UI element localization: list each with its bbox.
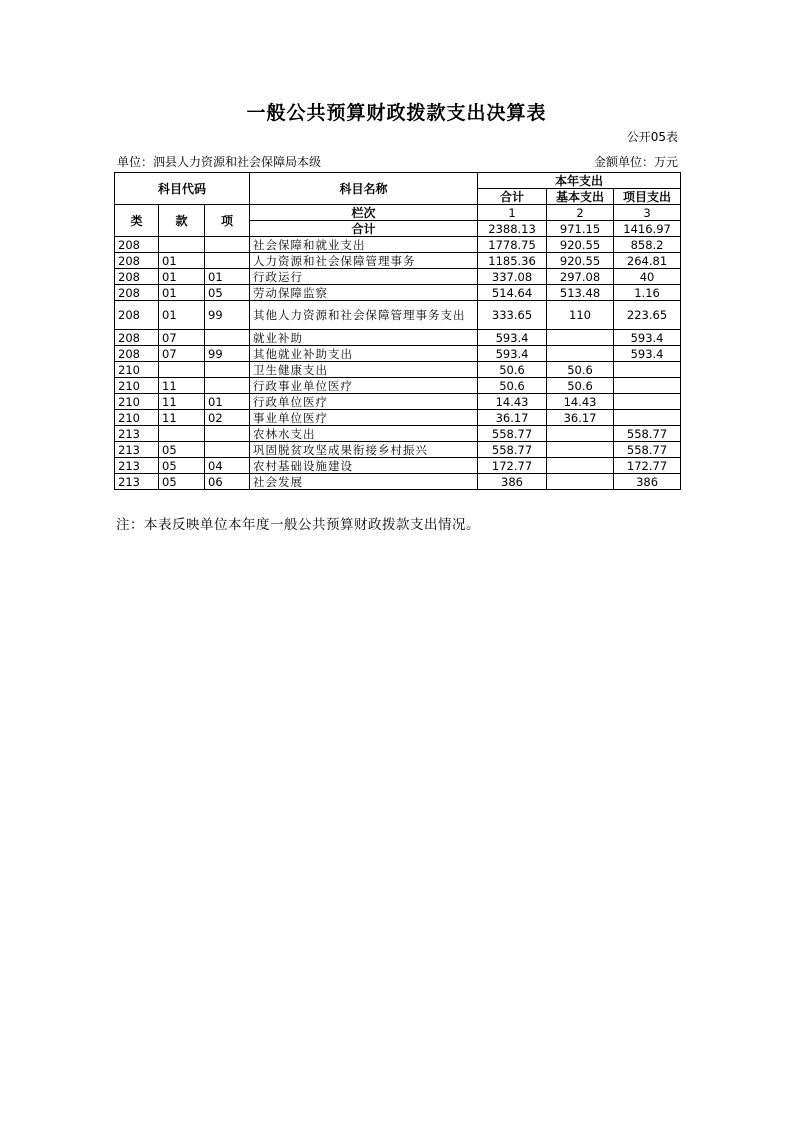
code-group-header: 科目代码 [115,173,250,205]
total-cell: 50.6 [478,378,547,394]
basic-cell [547,474,614,490]
lei-cell: 210 [115,410,159,426]
xiang-cell: 05 [205,285,250,301]
basic-cell: 110 [547,301,614,330]
kuan-cell: 05 [159,458,205,474]
lei-cell: 213 [115,442,159,458]
lei-cell: 208 [115,237,159,253]
table-row [115,394,681,410]
kuan-cell: 01 [159,253,205,269]
kuan-header: 款 [159,205,205,237]
report-title: 一般公共预算财政拨款支出决算表 [246,102,547,124]
kuan-cell: 11 [159,394,205,410]
table-row [115,269,681,285]
item-name-cell: 行政单位医疗 [250,394,478,410]
lei-cell: 208 [115,285,159,301]
xiang-cell [205,442,250,458]
lei-cell: 208 [115,301,159,330]
total-cell: 1778.75 [478,237,547,253]
kuan-cell: 01 [159,269,205,285]
total-cell: 337.08 [478,269,547,285]
money-unit-label: 金额单位：万元 [593,155,678,169]
table-row [115,301,681,330]
kuan-cell: 07 [159,330,205,346]
total-cell: 386 [478,474,547,490]
project-cell [614,378,681,394]
project-cell: 386 [614,474,681,490]
budget-table [114,172,681,490]
table-row [115,410,681,426]
xiang-cell: 01 [205,269,250,285]
kuan-cell: 05 [159,474,205,490]
kuan-cell [159,362,205,378]
basic-cell [547,442,614,458]
project-cell: 40 [614,269,681,285]
table-row [115,378,681,394]
lei-cell: 213 [115,426,159,442]
xiang-cell [205,378,250,394]
footnote: 注：本表反映单位本年度一般公共预算财政拨款支出情况。 [116,517,480,533]
basic-cell: 297.08 [547,269,614,285]
table-row [115,458,681,474]
total-cell: 514.64 [478,285,547,301]
xiang-cell [205,362,250,378]
table-row [115,442,681,458]
kuan-cell: 05 [159,442,205,458]
item-name-cell: 农林水支出 [250,426,478,442]
item-name-cell: 事业单位医疗 [250,410,478,426]
item-name-cell: 农村基础设施建设 [250,458,478,474]
table-row [115,330,681,346]
total-row-project: 1416.97 [614,221,681,237]
item-name-cell: 社会保障和就业支出 [250,237,478,253]
total-cell: 593.4 [478,330,547,346]
kuan-cell: 01 [159,285,205,301]
project-cell: 593.4 [614,330,681,346]
column-number-3: 3 [614,205,681,221]
xiang-cell: 04 [205,458,250,474]
table-row [115,474,681,490]
table-row [115,285,681,301]
total-cell: 558.77 [478,442,547,458]
basic-cell: 50.6 [547,378,614,394]
table-row [115,237,681,253]
xiang-cell: 01 [205,394,250,410]
unit-label: 单位：泗县人力资源和社会保障局本级 [117,155,322,169]
kuan-cell [159,237,205,253]
column-number-2: 2 [547,205,614,221]
item-name-cell: 社会发展 [250,474,478,490]
item-name-cell: 行政运行 [250,269,478,285]
name-column-header: 科目名称 [250,173,478,205]
lei-cell: 210 [115,394,159,410]
project-cell [614,410,681,426]
lanci-header: 栏次 [250,205,478,221]
lei-cell: 208 [115,346,159,362]
lei-cell: 210 [115,378,159,394]
item-name-cell: 其他就业补助支出 [250,346,478,362]
basic-cell [547,330,614,346]
kuan-cell: 11 [159,410,205,426]
total-row-label: 合计 [250,221,478,237]
basic-cell: 36.17 [547,410,614,426]
item-name-cell: 巩固脱贫攻坚成果衔接乡村振兴 [250,442,478,458]
lei-cell: 208 [115,253,159,269]
item-name-cell: 劳动保障监察 [250,285,478,301]
xiang-cell: 02 [205,410,250,426]
lei-cell: 208 [115,269,159,285]
form-number: 公开05表 [626,130,678,144]
project-cell: 1.16 [614,285,681,301]
basic-cell: 513.48 [547,285,614,301]
lei-cell: 210 [115,362,159,378]
basic-cell: 14.43 [547,394,614,410]
xiang-cell: 99 [205,301,250,330]
xiang-cell [205,426,250,442]
xiang-cell [205,253,250,269]
project-column-header: 项目支出 [614,189,681,205]
total-cell: 36.17 [478,410,547,426]
lei-header: 类 [115,205,159,237]
basic-cell [547,426,614,442]
table-row [115,253,681,269]
lei-cell: 213 [115,458,159,474]
project-cell: 593.4 [614,346,681,362]
table-row [115,346,681,362]
item-name-cell: 就业补助 [250,330,478,346]
total-cell: 593.4 [478,346,547,362]
kuan-cell: 01 [159,301,205,330]
xiang-cell: 99 [205,346,250,362]
header-row-1 [115,173,681,189]
total-column-header: 合计 [478,189,547,205]
xiang-cell [205,237,250,253]
total-row-basic: 971.15 [547,221,614,237]
total-cell: 172.77 [478,458,547,474]
year-expense-header: 本年支出 [478,173,681,189]
basic-cell: 920.55 [547,237,614,253]
kuan-cell: 11 [159,378,205,394]
project-cell: 264.81 [614,253,681,269]
project-cell [614,394,681,410]
project-cell: 858.2 [614,237,681,253]
table-row [115,362,681,378]
basic-cell [547,346,614,362]
lei-cell: 213 [115,474,159,490]
kuan-cell [159,426,205,442]
basic-column-header: 基本支出 [547,189,614,205]
header-row-3 [115,205,681,221]
project-cell: 223.65 [614,301,681,330]
project-cell: 558.77 [614,426,681,442]
total-cell: 558.77 [478,426,547,442]
kuan-cell: 07 [159,346,205,362]
total-row-total: 2388.13 [478,221,547,237]
total-cell: 1185.36 [478,253,547,269]
project-cell: 558.77 [614,442,681,458]
xiang-header: 项 [205,205,250,237]
lei-cell: 208 [115,330,159,346]
total-cell: 50.6 [478,362,547,378]
item-name-cell: 卫生健康支出 [250,362,478,378]
item-name-cell: 人力资源和社会保障管理事务 [250,253,478,269]
column-number-1: 1 [478,205,547,221]
basic-cell [547,458,614,474]
item-name-cell: 其他人力资源和社会保障管理事务支出 [250,301,478,330]
xiang-cell: 06 [205,474,250,490]
basic-cell: 920.55 [547,253,614,269]
xiang-cell [205,330,250,346]
project-cell: 172.77 [614,458,681,474]
basic-cell: 50.6 [547,362,614,378]
project-cell [614,362,681,378]
total-cell: 14.43 [478,394,547,410]
total-cell: 333.65 [478,301,547,330]
item-name-cell: 行政事业单位医疗 [250,378,478,394]
table-row [115,426,681,442]
